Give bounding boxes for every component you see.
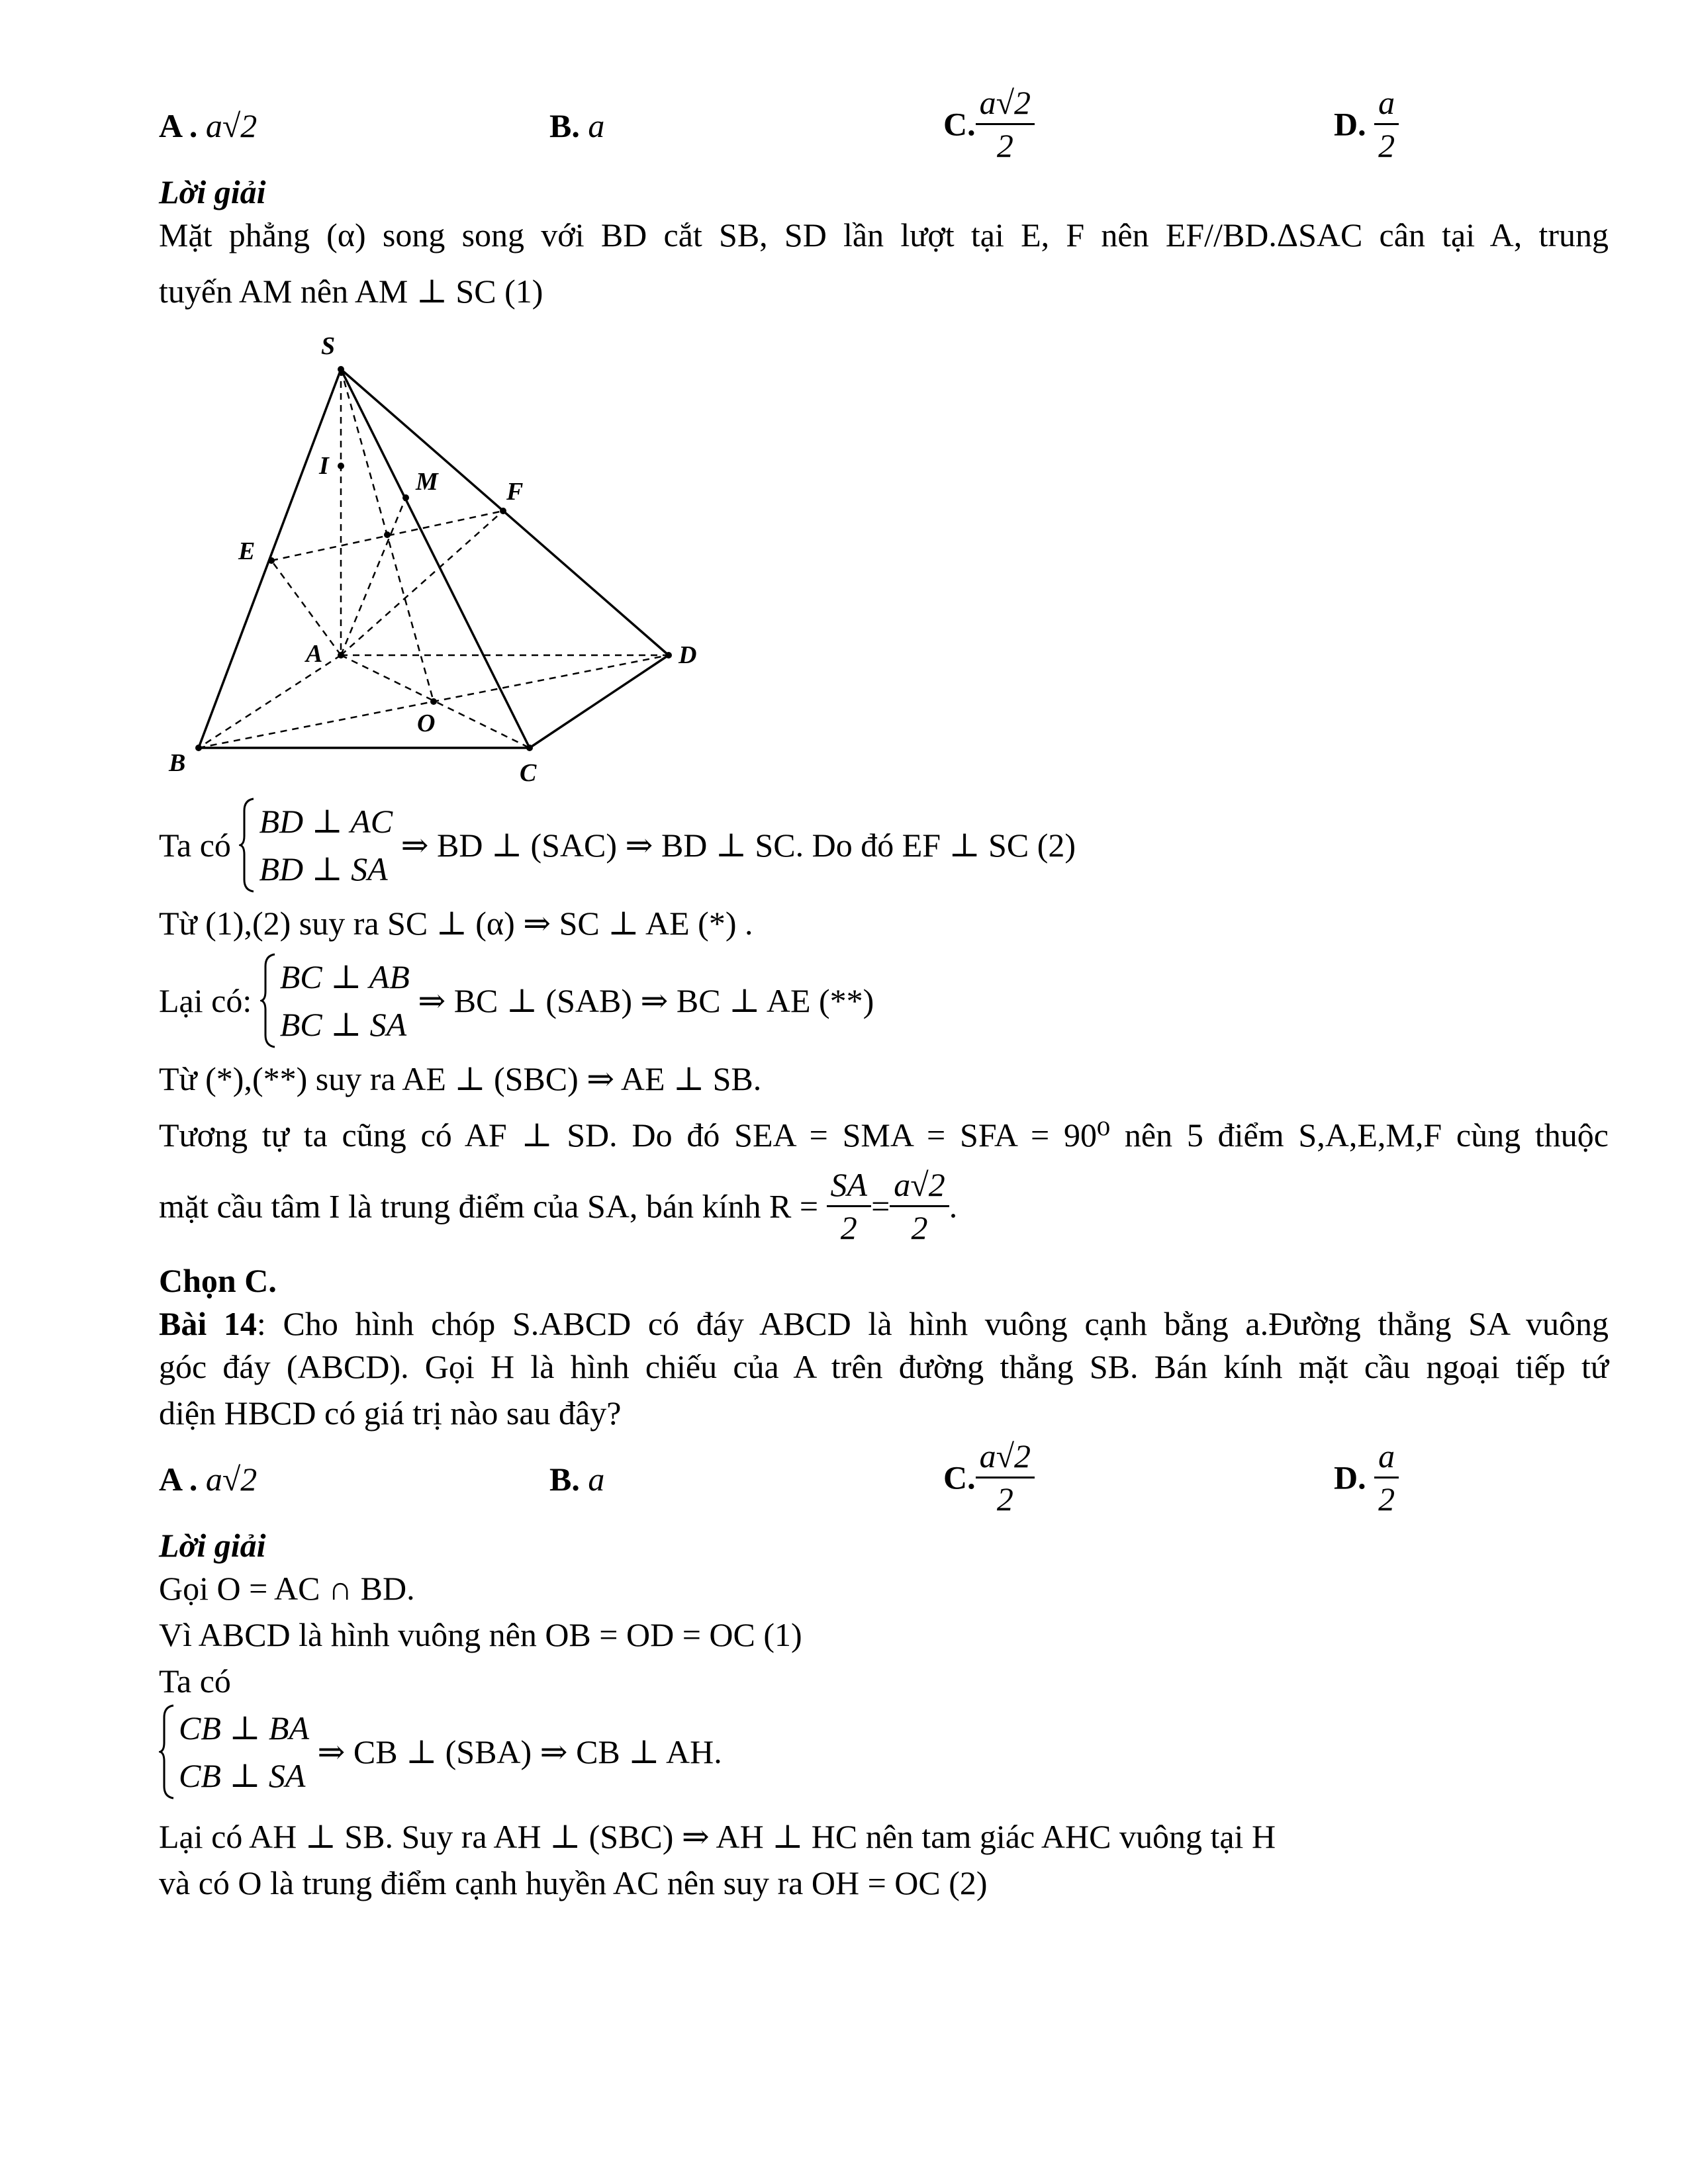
q14-option-d-label: D. (1334, 1459, 1366, 1496)
q13-tu-line-1: Từ (1),(2) suy ra SC ⊥ (α) ⇒ SC ⊥ AE (*) . (159, 905, 753, 942)
q14-option-c[interactable] (943, 1439, 1035, 1516)
q13-option-b-label: B. (549, 107, 580, 144)
q14-solution-line-2: Vì ABCD là hình vuông nên OB = OD = OC (1) (159, 1616, 802, 1653)
q14-solution-heading: Lời giải (159, 1527, 266, 1564)
q14-option-d-fraction (1374, 1439, 1399, 1516)
q13-option-c-denominator: 2 (996, 127, 1013, 164)
q13-option-c-fraction (976, 86, 1035, 162)
q14-system-3-row-1: CB ⊥ BA (179, 1709, 309, 1747)
q13-option-d[interactable] (1334, 86, 1399, 162)
q13-option-a-label: A . (159, 107, 198, 144)
q13-tu-line-2: Từ (*),(**) suy ra AE ⊥ (SBC) ⇒ AE ⊥ SB. (159, 1060, 762, 1097)
q13-system-2-row-1: BC ⊥ AB (279, 958, 410, 995)
point-f (500, 508, 506, 514)
q13-option-d-numerator: a (1374, 86, 1399, 125)
label-d: D (679, 641, 697, 669)
q14-option-a[interactable] (159, 1463, 257, 1496)
label-f: F (506, 478, 524, 506)
q13-option-c[interactable] (943, 86, 1035, 162)
q13-taco-prefix: Ta có (159, 827, 231, 864)
label-o: O (417, 709, 436, 737)
q14-solution-line-5: Lại có AH ⊥ SB. Suy ra AH ⊥ (SBC) ⇒ AH ⊥ HC nên tam giác AHC vuông tại H (159, 1818, 1276, 1855)
q13-laico-rest: ⇒ BC ⊥ (SAB) ⇒ BC ⊥ AE (**) (418, 982, 874, 1019)
q13-system-2 (260, 953, 410, 1048)
q13-solution-heading: Lời giải (159, 173, 266, 210)
q14-option-c-fraction (976, 1439, 1035, 1516)
q13-radius-fraction-2 (890, 1168, 949, 1244)
point-b (195, 745, 202, 751)
q14-line-1 (159, 1307, 1609, 1340)
q14-option-d-denominator: 2 (1378, 1480, 1395, 1518)
label-m: M (416, 468, 438, 496)
q13-option-b-value: a (588, 107, 605, 144)
q14-system-rest: ⇒ CB ⊥ (SBA) ⇒ CB ⊥ AH. (317, 1733, 722, 1770)
seg-am (341, 498, 406, 655)
q14-option-c-denominator: 2 (996, 1480, 1013, 1518)
q13-option-d-denominator: 2 (1378, 127, 1395, 164)
point-i (338, 463, 344, 469)
q14-option-c-numerator: a√2 (976, 1439, 1035, 1479)
q13-radius-end: . (949, 1187, 958, 1225)
q13-taco-rest: ⇒ BD ⊥ (SAC) ⇒ BD ⊥ SC. Do đó EF ⊥ SC (2) (400, 827, 1076, 864)
q14-system-3 (159, 1704, 309, 1799)
q13-paragraph-1: Mặt phẳng (α) song song với BD cắt SB, SD lần lượt tại E, F nên EF//BD.ΔSAC cân tại A, trung (159, 216, 1609, 253)
brace-icon (159, 1704, 176, 1799)
label-b: B (169, 749, 186, 777)
q14-option-c-label: C. (943, 1459, 976, 1496)
q13-radius-fraction-2-num: a√2 (890, 1168, 949, 1207)
point-c (526, 745, 533, 751)
q13-system-1 (239, 797, 393, 893)
q13-radius-fraction-1-den: 2 (840, 1209, 857, 1246)
q14-option-d-numerator: a (1374, 1439, 1399, 1479)
q13-option-b[interactable] (549, 109, 604, 142)
q14-option-a-value: a√2 (205, 1461, 258, 1498)
q14-option-b-label: B. (549, 1461, 580, 1498)
q13-option-c-label: C. (943, 105, 976, 143)
point-a (338, 652, 344, 659)
point-k (384, 531, 391, 538)
q13-radius-fraction-2-den: 2 (911, 1209, 928, 1246)
label-c: C (520, 759, 537, 787)
q13-system-1-row-2: BD ⊥ SA (259, 850, 388, 887)
q14-solution-line-6: và có O là trung điểm cạnh huyền AC nên suy ra OH = OC (2) (159, 1864, 988, 1901)
q13-matcau-line (159, 1168, 957, 1244)
q14-option-d[interactable] (1334, 1439, 1399, 1516)
brace-icon (239, 797, 256, 893)
q14-solution-line-1: Gọi O = AC ∩ BD. (159, 1570, 415, 1607)
point-d (665, 652, 672, 659)
q13-radius-fraction-1 (827, 1168, 872, 1244)
q14-system-line (159, 1704, 722, 1799)
q14-system-3-row-2: CB ⊥ SA (179, 1757, 306, 1794)
label-a: A (306, 640, 323, 668)
q13-choose: Chọn C. (159, 1262, 277, 1299)
q13-option-d-fraction (1374, 86, 1399, 162)
point-o (430, 698, 437, 705)
point-e (268, 557, 275, 564)
q13-option-d-label: D. (1334, 105, 1366, 143)
q13-radius-fraction-1-num: SA (827, 1168, 872, 1207)
label-e: E (238, 537, 256, 565)
label-s: S (321, 332, 336, 360)
q13-option-c-numerator: a√2 (976, 86, 1035, 125)
q14-option-b-value: a (588, 1461, 605, 1498)
q14-line-2: góc đáy (ABCD). Gọi H là hình chiếu của A trên đường thẳng SB. Bán kính mặt cầu ngoại tiếp tứ (159, 1348, 1609, 1385)
q13-laico-prefix: Lại có: (159, 982, 252, 1019)
q13-system-1-row-1: BD ⊥ AC (259, 803, 393, 840)
q13-tuongtu-line: Tương tự ta cũng có AF ⊥ SD. Do đó SEA = SMA = SFA = 90⁰ nên 5 điểm S,A,E,M,F cùng thuộc (159, 1116, 1609, 1154)
point-m (402, 494, 409, 501)
brace-icon (260, 953, 277, 1048)
q13-radius-eq: = (871, 1187, 890, 1225)
q14-option-a-label: A . (159, 1461, 198, 1498)
q13-laico-line (159, 953, 874, 1048)
q14-line-1-rest: : Cho hình chóp S.ABCD có đáy ABCD là hình vuông cạnh bằng a.Đường thẳng SA vuông (256, 1305, 1609, 1342)
pyramid-figure (152, 324, 735, 801)
label-i: I (319, 452, 329, 480)
q13-system-2-row-2: BC ⊥ SA (279, 1006, 407, 1043)
q14-line-3: diện HBCD có giá trị nào sau đây? (159, 1394, 622, 1432)
q13-taco-line (159, 797, 1076, 893)
q14-option-b[interactable] (549, 1463, 604, 1496)
point-s (338, 366, 344, 373)
q13-matcau-prefix: mặt cầu tâm I là trung điểm của SA, bán kính R = (159, 1187, 819, 1225)
q13-option-a-value: a√2 (205, 107, 258, 144)
q13-option-a[interactable] (159, 109, 257, 142)
q13-paragraph-2: tuyến AM nên AM ⊥ SC (1) (159, 273, 543, 310)
q14-title: Bài 14 (159, 1305, 257, 1342)
edge-sc (341, 369, 530, 748)
q14-solution-line-3: Ta có (159, 1662, 231, 1700)
